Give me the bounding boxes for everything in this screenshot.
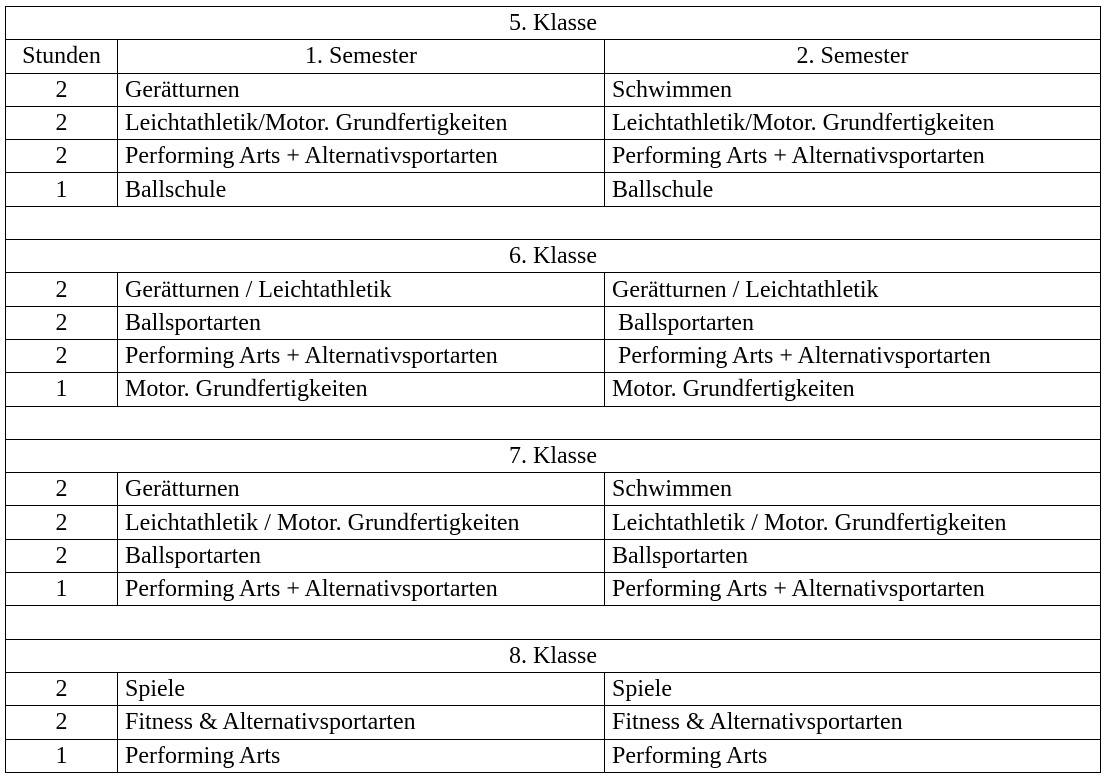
semester-1-cell: Ballsportarten — [118, 539, 605, 572]
semester-2-cell: Ballsportarten — [605, 306, 1101, 339]
semester-1-cell: Spiele — [118, 672, 605, 705]
hours-cell: 2 — [6, 73, 118, 106]
spacer-row — [6, 406, 1101, 439]
table-row — [6, 140, 1101, 173]
semester-1-cell: Gerätturnen / Leichtathletik — [118, 273, 605, 306]
section-title: 8. Klasse — [6, 639, 1101, 672]
semester-1-cell: Performing Arts + Alternativsportarten — [118, 573, 605, 606]
semester-1-cell: Ballsportarten — [118, 306, 605, 339]
table-row — [6, 539, 1101, 572]
semester-1-cell: Leichtathletik/Motor. Grundfertigkeiten — [118, 106, 605, 139]
hours-cell: 2 — [6, 106, 118, 139]
column-header-semester-1: 1. Semester — [118, 40, 605, 73]
semester-1-cell: Leichtathletik / Motor. Grundfertigkeiten — [118, 506, 605, 539]
semester-2-cell: Ballschule — [605, 173, 1101, 206]
curriculum-table — [5, 6, 1101, 773]
table-row — [6, 273, 1101, 306]
spacer-cell — [6, 406, 1101, 439]
table-row — [6, 706, 1101, 739]
column-header-semester-2: 2. Semester — [605, 40, 1101, 73]
section-title: 6. Klasse — [6, 240, 1101, 273]
semester-1-cell: Performing Arts + Alternativsportarten — [118, 140, 605, 173]
semester-2-cell: Fitness & Alternativsportarten — [605, 706, 1101, 739]
hours-cell: 2 — [6, 140, 118, 173]
semester-2-cell: Leichtathletik / Motor. Grundfertigkeiten — [605, 506, 1101, 539]
hours-cell: 2 — [6, 339, 118, 372]
spacer-cell — [6, 606, 1101, 639]
semester-1-cell: Ballschule — [118, 173, 605, 206]
hours-cell: 2 — [6, 273, 118, 306]
semester-1-cell: Motor. Grundfertigkeiten — [118, 373, 605, 406]
column-header-hours: Stunden — [6, 40, 118, 73]
spacer-row — [6, 606, 1101, 639]
semester-2-cell: Performing Arts + Alternativsportarten — [605, 339, 1101, 372]
semester-1-cell: Performing Arts — [118, 739, 605, 772]
semester-2-cell: Schwimmen — [605, 73, 1101, 106]
table-row — [6, 106, 1101, 139]
column-header-row — [6, 40, 1101, 73]
table-row — [6, 473, 1101, 506]
hours-cell: 1 — [6, 573, 118, 606]
table-row — [6, 506, 1101, 539]
semester-2-cell: Motor. Grundfertigkeiten — [605, 373, 1101, 406]
hours-cell: 1 — [6, 739, 118, 772]
semester-2-cell: Performing Arts + Alternativsportarten — [605, 573, 1101, 606]
curriculum-table-body — [6, 7, 1101, 773]
semester-2-cell: Leichtathletik/Motor. Grundfertigkeiten — [605, 106, 1101, 139]
hours-cell: 1 — [6, 373, 118, 406]
semester-1-cell: Fitness & Alternativsportarten — [118, 706, 605, 739]
table-row — [6, 306, 1101, 339]
semester-1-cell: Gerätturnen — [118, 473, 605, 506]
semester-2-cell: Spiele — [605, 672, 1101, 705]
semester-2-cell: Ballsportarten — [605, 539, 1101, 572]
semester-2-cell: Performing Arts + Alternativsportarten — [605, 140, 1101, 173]
hours-cell: 2 — [6, 539, 118, 572]
table-row — [6, 739, 1101, 772]
semester-2-cell: Gerätturnen / Leichtathletik — [605, 273, 1101, 306]
table-row — [6, 73, 1101, 106]
hours-cell: 1 — [6, 173, 118, 206]
hours-cell: 2 — [6, 706, 118, 739]
spacer-row — [6, 206, 1101, 239]
table-row — [6, 173, 1101, 206]
section-title: 5. Klasse — [6, 7, 1101, 40]
table-row — [6, 573, 1101, 606]
spacer-cell — [6, 206, 1101, 239]
hours-cell: 2 — [6, 306, 118, 339]
section-title-row — [6, 7, 1101, 40]
semester-2-cell: Performing Arts — [605, 739, 1101, 772]
section-title-row — [6, 439, 1101, 472]
table-row — [6, 672, 1101, 705]
hours-cell: 2 — [6, 506, 118, 539]
section-title-row — [6, 639, 1101, 672]
table-row — [6, 373, 1101, 406]
table-row — [6, 339, 1101, 372]
hours-cell: 2 — [6, 473, 118, 506]
hours-cell: 2 — [6, 672, 118, 705]
semester-1-cell: Performing Arts + Alternativsportarten — [118, 339, 605, 372]
semester-1-cell: Gerätturnen — [118, 73, 605, 106]
section-title-row — [6, 240, 1101, 273]
section-title: 7. Klasse — [6, 439, 1101, 472]
semester-2-cell: Schwimmen — [605, 473, 1101, 506]
